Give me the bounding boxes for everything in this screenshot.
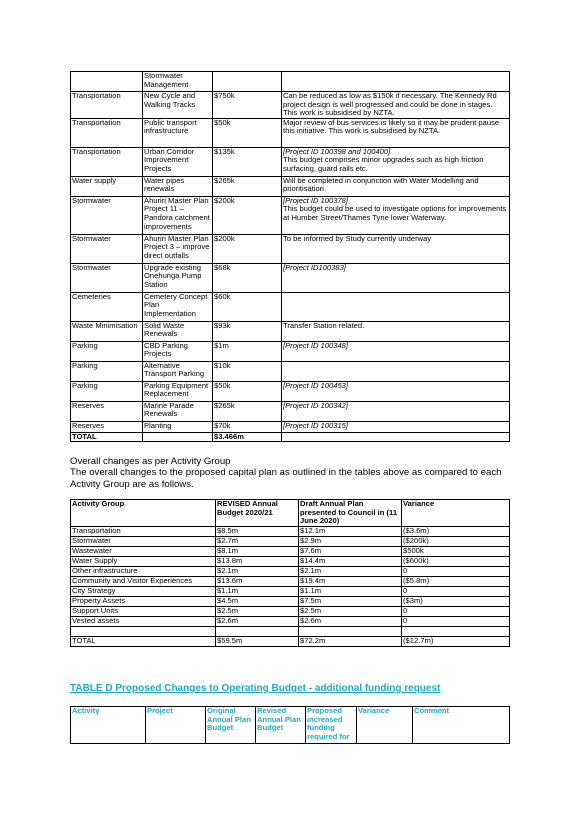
budget-cell: $265k: [213, 176, 282, 196]
activity-group-cell: Support Units: [71, 607, 216, 617]
draft-plan-cell: $19.4m: [299, 577, 402, 587]
table-row: [71, 537, 510, 547]
variance-total: ($12.7m): [402, 637, 510, 647]
activity-group-cell: Parking: [71, 381, 143, 401]
activity-group-cell: Stormwater: [71, 263, 143, 292]
activity-group-cell: Property Assets: [71, 597, 216, 607]
header-revised-budget: Revised Annual Plan Budget: [256, 707, 306, 744]
header-activity-group: Activity Group: [71, 500, 216, 527]
comment-text: [Project ID 100315]: [283, 421, 349, 430]
revised-budget-cell: $2.5m: [216, 607, 299, 617]
activity-group-cell: Reserves: [71, 421, 143, 432]
draft-plan-cell: $2.1m: [299, 567, 402, 577]
budget-cell: $135k: [213, 147, 282, 176]
table-row: [71, 72, 510, 92]
variance-cell: $500k: [402, 547, 510, 557]
comment-cell: [282, 263, 510, 292]
variance-cell: [402, 627, 510, 637]
table-row: [71, 597, 510, 607]
activity-group-cell: Reserves: [71, 401, 143, 421]
revised-budget-cell: $8.5m: [216, 527, 299, 537]
comment-cell: [282, 421, 510, 432]
project-cell: Ahuriri Master Plan Project 3 – improve direct outfalls: [143, 234, 213, 263]
budget-cell: $200k: [213, 234, 282, 263]
comment-text: This budget could be used to investigate options for improvements at Humber Street/Thames Tyne lower Waterway.: [283, 204, 507, 222]
activity-group-cell: Water supply: [71, 176, 143, 196]
variance-cell: ($600k): [402, 557, 510, 567]
project-cell: New Cycle and Walking Tracks: [143, 92, 213, 119]
activity-group-cell: Parking: [71, 341, 143, 361]
draft-plan-cell: $2.5m: [299, 607, 402, 617]
comment-cell: [282, 381, 510, 401]
activity-group-cell: Stormwater: [71, 196, 143, 234]
comment-text: [Project ID 100348]: [283, 341, 349, 350]
table-row: [71, 92, 510, 119]
activity-group-cell: Other infrastructure: [71, 567, 216, 577]
budget-cell: [213, 72, 282, 92]
table-row: [71, 196, 510, 234]
comment-text: Major review of bus services is likely so it may be prudent pause this initiative. This work is subsidised by NZTA.: [283, 118, 500, 136]
header-project: Project: [146, 707, 206, 744]
variance-cell: 0: [402, 607, 510, 617]
activity-group-cell: [71, 627, 216, 637]
comment-cell: [282, 292, 510, 321]
revised-budget-cell: $2.6m: [216, 617, 299, 627]
budget-cell: $265k: [213, 401, 282, 421]
header-proposed-funding: Proposed increased funding required for: [306, 707, 357, 744]
header-comment: Comment: [413, 707, 510, 744]
revised-budget-total: $59.5m: [216, 637, 299, 647]
variance-cell: 0: [402, 617, 510, 627]
project-cell: Stormwater Management: [143, 72, 213, 92]
table-row: [71, 421, 510, 432]
header-variance: Variance: [357, 707, 413, 744]
activity-group-cell: Water Supply: [71, 557, 216, 567]
budget-cell: $70k: [213, 421, 282, 432]
comment-cell: [282, 361, 510, 381]
capital-changes-table-body: [71, 72, 510, 442]
activity-group-cell: City Strategy: [71, 587, 216, 597]
comment-cell: [282, 234, 510, 263]
budget-cell: $93k: [213, 321, 282, 341]
draft-plan-cell: [299, 627, 402, 637]
section-heading: Overall changes as per Activity Group: [70, 456, 231, 467]
project-cell: Solid Waste Renewals: [143, 321, 213, 341]
budget-cell: $10k: [213, 361, 282, 381]
table-row: [71, 118, 510, 147]
revised-budget-cell: $2.7m: [216, 537, 299, 547]
comment-cell: [282, 147, 510, 176]
total-row: [71, 637, 510, 647]
comment-cell: [282, 92, 510, 119]
variance-cell: ($3m): [402, 597, 510, 607]
table-row: [71, 401, 510, 421]
project-cell: Ahuriri Master Plan Project 11 – Pandora catchment improvements: [143, 196, 213, 234]
project-cell: Marine Parade Renewals: [143, 401, 213, 421]
activity-group-header-row: [71, 500, 510, 527]
table-row: [71, 547, 510, 557]
budget-cell: $1m: [213, 341, 282, 361]
table-row: [71, 607, 510, 617]
project-id-reference: [Project ID 100398 and 100400]: [283, 147, 391, 156]
total-project: [143, 432, 213, 442]
comment-cell: [282, 72, 510, 92]
revised-budget-cell: $2.1m: [216, 567, 299, 577]
variance-cell: 0: [402, 587, 510, 597]
draft-plan-cell: $1.1m: [299, 587, 402, 597]
project-cell: Alternative Transport Parking: [143, 361, 213, 381]
comment-text: [Project ID 100342]: [283, 401, 349, 410]
comment-text: Will be completed in conjunction with Water Modelling and prioritisation: [283, 176, 479, 194]
total-budget: $3.466m: [213, 432, 282, 442]
table-row: [71, 321, 510, 341]
table-row: [71, 263, 510, 292]
project-cell: Planting: [143, 421, 213, 432]
operating-budget-header-row: [71, 707, 510, 744]
activity-group-cell: Transportation: [71, 118, 143, 147]
activity-group-cell: Stormwater: [71, 234, 143, 263]
table-row: [71, 292, 510, 321]
draft-plan-total: $72.2m: [299, 637, 402, 647]
table-row: [71, 147, 510, 176]
draft-plan-cell: $2.6m: [299, 617, 402, 627]
activity-group-cell: Waste Minimisation: [71, 321, 143, 341]
table-row: [71, 627, 510, 637]
revised-budget-cell: $13.8m: [216, 557, 299, 567]
variance-cell: ($5.8m): [402, 577, 510, 587]
activity-group-cell: Stormwater: [71, 537, 216, 547]
comment-cell: [282, 196, 510, 234]
project-cell: Upgrade existing Onehunga Pump Station: [143, 263, 213, 292]
total-comment: [282, 432, 510, 442]
capital-changes-table: [70, 71, 510, 442]
comment-cell: [282, 321, 510, 341]
comment-cell: [282, 176, 510, 196]
project-cell: Public transport infrastructure: [143, 118, 213, 147]
table-d-heading: TABLE D Proposed Changes to Operating Budget - additional funding request: [70, 683, 441, 694]
table-row: [71, 527, 510, 537]
draft-plan-cell: $7.6m: [299, 547, 402, 557]
comment-text: [Project ID100383]: [283, 263, 346, 272]
draft-plan-cell: $14.4m: [299, 557, 402, 567]
budget-cell: $68k: [213, 263, 282, 292]
budget-cell: $50k: [213, 118, 282, 147]
budget-cell: $60k: [213, 292, 282, 321]
activity-group-cell: Transportation: [71, 147, 143, 176]
activity-group-cell: Parking: [71, 361, 143, 381]
comment-text: This budget comprises minor upgrades such as high friction surfacing, guard rails etc.: [283, 155, 484, 173]
header-variance: Variance: [402, 500, 510, 527]
total-label: TOTAL: [71, 432, 143, 442]
comment-text: To be informed by Study currently underway: [283, 234, 432, 243]
activity-group-total: TOTAL: [71, 637, 216, 647]
revised-budget-cell: [216, 627, 299, 637]
table-row: [71, 361, 510, 381]
variance-cell: ($200k): [402, 537, 510, 547]
revised-budget-cell: $1.1m: [216, 587, 299, 597]
activity-group-table-body: [71, 527, 510, 647]
table-row: [71, 617, 510, 627]
budget-cell: $750k: [213, 92, 282, 119]
revised-budget-cell: $8.1m: [216, 547, 299, 557]
project-cell: Parking Equipment Replacement: [143, 381, 213, 401]
comment-text: Transfer Station related.: [283, 321, 365, 330]
table-row: [71, 341, 510, 361]
header-draft-plan: Draft Annual Plan presented to Council in (11 June 2020): [299, 500, 402, 527]
table-row: [71, 176, 510, 196]
project-cell: Urban Corridor Improvement Projects: [143, 147, 213, 176]
activity-group-cell: Transportation: [71, 92, 143, 119]
revised-budget-cell: $4.5m: [216, 597, 299, 607]
project-cell: Water pipes renewals: [143, 176, 213, 196]
total-row: [71, 432, 510, 442]
header-revised-budget: REVISED Annual Budget 2020/21: [216, 500, 299, 527]
table-row: [71, 557, 510, 567]
variance-cell: 0: [402, 567, 510, 577]
activity-group-cell: Cemeteries: [71, 292, 143, 321]
project-cell: CBD Parking Projects: [143, 341, 213, 361]
operating-budget-table: [70, 706, 510, 744]
draft-plan-cell: $7.5m: [299, 597, 402, 607]
table-row: [71, 587, 510, 597]
activity-group-cell: [71, 72, 143, 92]
comment-cell: [282, 341, 510, 361]
project-id-reference: [Project ID 100378]: [283, 196, 349, 205]
comment-text: Can be reduced as low as $150k if necessary. The Kennedy Rd project design is well progressed and could be done in stages. This work is subsidised by NZTA.: [283, 91, 497, 118]
comment-cell: [282, 401, 510, 421]
header-original-budget: Original Annual Plan Budget: [206, 707, 256, 744]
table-row: [71, 381, 510, 401]
table-row: [71, 567, 510, 577]
budget-cell: $50k: [213, 381, 282, 401]
project-cell: Cemetery Concept Plan Implementation: [143, 292, 213, 321]
section-paragraph: The overall changes to the proposed capital plan as outlined in the tables above as compared to each Activity Group are as follows.: [70, 467, 502, 490]
revised-budget-cell: $13.6m: [216, 577, 299, 587]
activity-group-cell: Community and Visitor Experiences: [71, 577, 216, 587]
activity-group-cell: Vested assets: [71, 617, 216, 627]
activity-group-cell: Wastewater: [71, 547, 216, 557]
draft-plan-cell: $2.9m: [299, 537, 402, 547]
comment-text: [Project ID 100453]: [283, 381, 349, 390]
table-row: [71, 577, 510, 587]
header-activity: Activity: [71, 707, 146, 744]
draft-plan-cell: $12.1m: [299, 527, 402, 537]
activity-group-table: [70, 499, 510, 647]
comment-cell: [282, 118, 510, 147]
budget-cell: $200k: [213, 196, 282, 234]
variance-cell: ($3.6m): [402, 527, 510, 537]
table-row: [71, 234, 510, 263]
activity-group-cell: Transportation: [71, 527, 216, 537]
